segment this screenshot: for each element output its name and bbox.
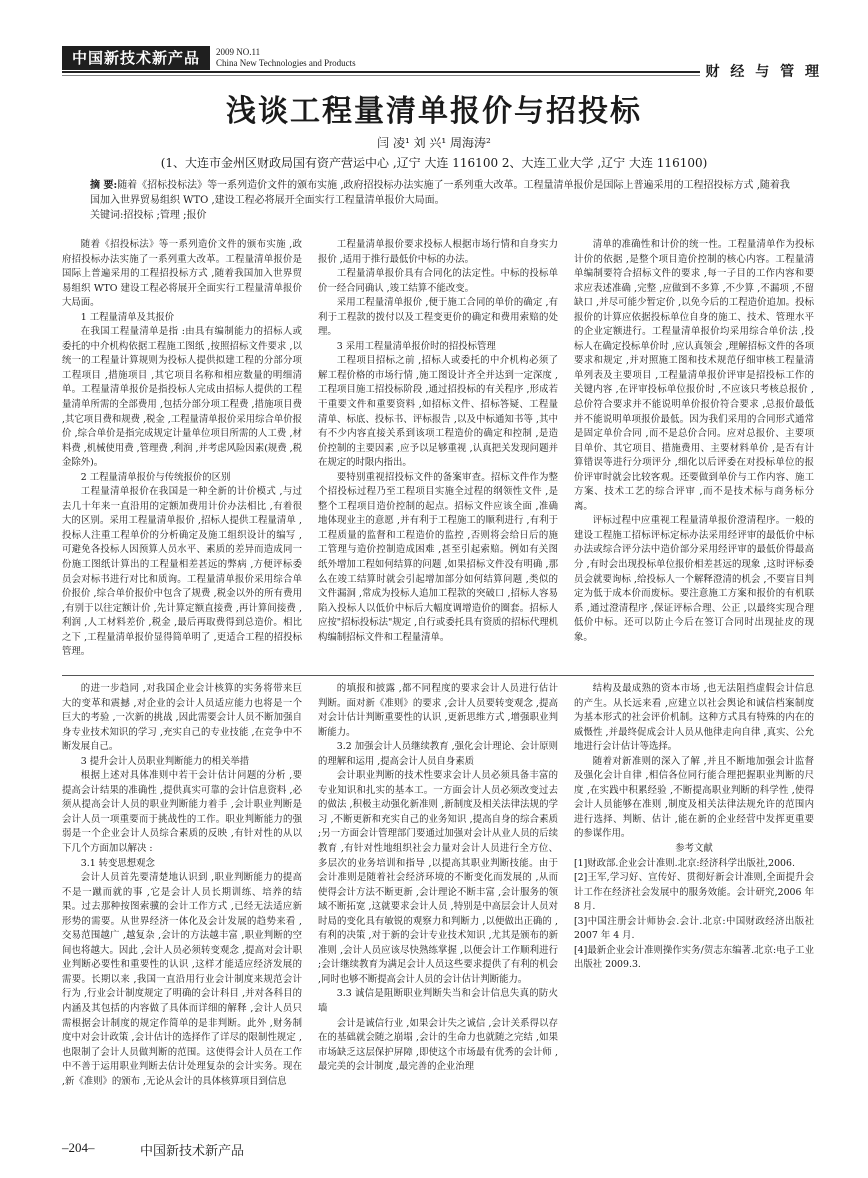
section-heading: 3.2 加强会计人员继续教育 ,强化会计理论、会计原则的理解和运用 ,提高会计人员自身素质 [318,741,558,767]
section-heading: 2 工程量清单报价与传统报价的区别 [80,471,231,483]
article-authors: 闫 凌¹ 刘 兴¹ 周海涛² [377,136,491,150]
paragraph: 工程量清单报价在我国是一种全新的计价模式 ,与过去几十年来一直沿用的定额加费用计价办法相比 ,有着很大的区别。采用工程量清单报价 ,招标人提供工程量清单 ,投标人注重工程单价的分析确定及施工组织设计的编写 ,可避免各投标人因预算人员水平、素质的差异而造成同一份施工图纸计算出的工程量相差甚远的弊病 ,方便评标委员会对标书进行对比和质询。工程量清单报价采用综合单价报价 ,综合单价报价中包含了规费 ,税金以外的所有费用 ,有别于以往定额计价 ,先计算定额直接费 ,再计算间接费 ,利润 ,人工材料差价 ,税金 ,最后再取费得到总造价。相比之下 ,工程量清单报价显得简单明了 ,更适合工程的招投标管理。 [62,486,302,658]
page-header [62,46,822,86]
section-name: 财 经 与 管 理 [700,61,823,81]
paragraph: 根据上述对具体准则中若干会计估计问题的分析 ,要提高会计结果的准确性 ,提供真实可靠的会计信息资料 ,必须从提高会计人员的职业判断能力着手 ,会计职业判断是会计人员一项重要而于挑战性的工作。职业判断能力的强弱是一个企业会计人员综合素质的反映 ,有针对性的从以下几个方面加以解决 : [62,770,302,855]
paragraph: 结构及最成熟的资本市场 ,也无法阻挡虚假会计信息的产生。从长远来看 ,应建立以社会舆论和诚信档案制度为基本形式的社会评价机制。这种方式具有特殊的内在的威慑性 ,并最终促成会计人员从他律走向自律 ,真实、公允地进行会计估计等选择。 [574,683,814,753]
author-affiliation: (1、大连市金州区财政局国有资产营运中心 ,辽宁 大连 116100 2、大连工业大学 ,辽宁 大连 116100) [160,156,708,170]
journal-english-name: China New Technologies and Products [216,58,356,68]
abstract [90,178,790,208]
paragraph: 会计职业判断的技术性要求会计人员必须具备丰富的专业知识和扎实的基本工。一方面会计人员必须改变过去的做法 ,积极主动强化新准则 ,新制度及相关法律法规的学习 ,不断更新和充实自己的业务知识 ,提高自身的综合素质 ;另一方面会计管理部门要通过加强对会计从业人员的后续教育 ,有针对性地组织社会力量对会计人员进行全方位、多层次的业务培训和指导 ,以提高其职业判断技能。由于会计准则是随着社会经济环境的不断变化而发展的 ,从而使得会计方法不断更新 ,会计理论不断丰富 ,会计服务的领域不断拓宽 ,这就要求会计人员 ,特别是中高层会计人员对时局的变化具有敏锐的观察力和判断力 ,以便做出正确的 ,有利的决策 ,对于新的会计专业技术知识 ,尤其是颁布的新准则 ,会计人员应该尽快熟练掌握 ,以便会计工作顺利进行 ;会计继续教育为满足会计人员这些要求提供了有利的机会 ,同时也够不断提高会计人员的会计估计判断能力。 [318,770,558,985]
reference-item: [4]最新企业会计准则操作实务/贺志东编著.北京:电子工业出版社 2009.3. [574,944,814,971]
paragraph: 清单的准确性和计价的统一性。工程量清单作为投标计价的依据 ,是整个项目造价控制的核心内容。工程量清单编制要符合招标文件的要求 ,每一子目的工作内容和要求应表述准确 ,完整 ,应做到不多算 ,不少算 ,不漏项 ,不留缺口 ,并尽可能少暂定价 ,以免今后的工程造价追加。投标报价的计算应依据投标单位自身的施工、技术、管理水平的企业定额进行。工程量清单报价均采用综合单价法 ,投标人在确定投标单价时 ,应认真领会 ,理解招标文件的各项要求和规定 ,并对照施工图和技术规范仔细审核工程量清单列表及主要项目 ,工程量清单报价评审是招投标工作的关键内容 ,在评审投标单位报价时 ,不应该只考核总报价 ,总价符合要求并不能说明单价报价符合要求 ,总报价最低并不能说明单项报价最低。因为我们采用的合同形式通常是固定单价合同 ,而不是总价合同。应对总报价、主要项目单价、其它项目、措施费用、主要材料单价 ,是否有计算错误等进行分项评分 ,细化以后评委在对投标单位的报价评审时就会比较客观。还要做到单价与工作内容、施工方案、技术工艺的综合评审 ,而不是技术标与商务标分离。 [574,239,814,512]
paragraph: 在我国工程量清单是指 :由具有编制能力的招标人或委托的中介机构依据工程施工图纸 ,按照招标文件要求 ,以统一的工程量计算规则为投标人提供拟建工程的分部分项工程项目 ,措施项目 ,其它项目名称和相应数量的明细清单。工程量清单报价是指投标人完成由招标人提供的工程量清单所需的全部费用 ,包括分部分项工程费 ,措施项目费 ,其它项目费和规费 ,税金 ,工程量清单报价采用综合单价报价 ,综合单价是指完成规定计量单位项目所需的人工费 ,材料费 ,机械使用费 ,管理费 ,利润 ,并考虑风险因素(规费 ,税金除外)。 [62,326,302,469]
reference-item: [1]财政部.企业会计准则.北京:经济科学出版社,2006. [574,857,795,869]
paragraph: 会计是诚信行业 ,如果会计失之诚信 ,会计关系得以存在的基础就会随之崩塌 ,会计的生命力也就随之完结 ,如果市场缺乏这层保护屏障 ,即使这个市场最有优秀的会计师 ,最完美的会计制度 ,最完善的企业治理 [318,1017,558,1073]
keywords [90,209,790,223]
page-number: –204– [62,1140,95,1155]
top-column-2 [318,238,558,670]
section-heading: 3 提升会计人员职业判断能力的相关举措 [80,755,250,767]
paragraph: 会计人员首先要清楚地认识到 ,职业判断能力的提高不是一蹴而就的事 ,它是会计人员长期训练、培养的结果。过去那种按图索骥的会计工作方式 ,已经无法适应新形势的需要。从世界经济一体化及会计发展的趋势来看 ,交易范围越广 ,越复杂 ,会计的方法越丰富 ,职业判断的空间也将越大。因此 ,会计人员必须转变观念 ,提高对会计职业判断必要性和重要性的认识 ,这样才能适应经济发展的需要。长期以来 ,我国一直沿用行业会计制度来规范会计行为 ,行业会计制度规定了明确的会计科目 ,并对各科目的内涵及其包括的内容做了具体而详细的解释 ,会计人员只需根据会计制度的规定作简单的是非判断。此外 ,财务制度中对会计政策 ,会计估计的选择作了详尽的限制性规定 ,也限制了会计人员做判断的范围。这使得会计人员在工作中不善于运用职业判断去估计处理复杂的会计实务。现在 ,新《准则》的颁布 ,无论从会计的具体核算项目到信息 [62,872,302,1087]
issue-info [216,47,356,69]
section-divider [62,675,814,676]
bottom-column-2 [318,682,558,1130]
paragraph: 随着《招投标法》等一系列造价文件的颁布实施 ,政府招投标办法实施了一系列重大改革。工程量清单报价是国际上普遍采用的工程招投标方式 ,随着我国加入世界贸易组织 WTO 建设工程必将展开全面实行工程量清单报价大局面。 [62,239,302,309]
section-heading: 1 工程量清单及其报价 [80,311,175,323]
references-heading: 参考文献 [675,843,713,855]
paragraph: 的进一步趋同 ,对我国企业会计核算的实务将带来巨大的变革和震撼 ,对企业的会计人员适应能力也将是一个巨大的考验 ,一次新的挑战 ,因此需要会计人员不断加强自身专业技术知识的学习 ,充实自己的专业技能 ,在竞争中不断发展自己。 [62,683,302,753]
reference-item: [3]中国注册会计师协会.会计.北京:中国财政经济出版社 2007 年 4 月. [574,915,814,942]
article-title: 浅谈工程量清单报价与招投标 [226,94,642,129]
bottom-column-1 [62,682,302,1130]
top-column-3 [574,238,814,670]
paragraph: 的填报和披露 ,都不同程度的要求会计人员进行估计判断。面对新《准则》的要求 ,会计人员要转变观念 ,提高对会计估计判断重要性的认识 ,更新思维方式 ,增强职业判断能力。 [318,683,558,738]
reference-item: [2]王军,学习好、宣传好、贯彻好新会计准则,全面提升会计工作在经济社会发展中的服务效能。会计研究,2006 年 8 月. [574,872,814,913]
section-heading: 3.3 诚信是阻断职业判断失当和会计信息失真的防火墙 [318,988,558,1015]
bottom-column-3 [574,682,814,1130]
top-column-1 [62,238,302,670]
issue-number: 2009 NO.11 [216,47,261,57]
footer-journal-name: 中国新技术新产品 [140,1144,245,1159]
paragraph: 采用工程量清单报价 ,便于施工合同的单价的确定 ,有利于工程款的拨付以及工程变更价的确定和费用索赔的处理。 [318,297,558,338]
section-heading: 3.1 转变思想观念 [80,857,155,869]
paragraph: 工程量清单报价具有合同化的法定性。中标的投标单价一经合同确认 ,竣工结算不能改变。 [318,268,558,294]
journal-brand: 中国新技术新产品 [62,46,210,70]
paragraph: 随着对新准则的深入了解 ,并且不断地加强会计监督及强化会计自律 ,相信各位同行能合理把握职业判断的尺度 ,在实践中积累经验 ,不断提高职业判断的科学性 ,使得会计人员能够在准则 ,制度及相关法律法规允许的范围内进行选择、判断、估计 ,能在新的企业经营中发挥更重要的参谋作用。 [574,755,814,840]
paragraph: 工程量清单报价要求投标人根据市场行情和自身实力报价 ,适用于推行最低价中标的办法。 [318,239,558,265]
paragraph: 评标过程中应重视工程量清单报价澄清程序。一般的建设工程施工招标评标定标办法采用经评审的最低价中标办法或综合评分法中造价部分采用经评审的最低价得最高分 ,有时会出现投标单位报价相差甚远的现象 ,这时评标委员会就要询标 ,给投标人一个解释澄清的机会 ,不要盲目判定为低于成本价而废标。要注意施工方案和报价的有机联系 ,通过澄清程序 ,保证评标合理、公正 ,以最终实现合理低价中标。还可以防止今后在签订合同时出现扯皮的现象。 [574,515,814,643]
abstract-label: 摘 要: [90,180,118,191]
keywords-label: 关键词: [90,210,124,221]
abstract-text: 随着《招标投标法》等一系列造价文件的颁布实施 ,政府招投标办法实施了一系列重大改革。工程量清单报价是国际上普遍采用的工程招投标方式 ,随着我国加入世界贸易组织 WTO ,建设工程必将展开全面实行工程量清单报价大局面。 [90,180,790,206]
keywords-text: 招投标 ;管理 ;报价 [123,210,207,221]
paragraph: 要特别重视招投标文件的备案审查。招标文件作为整个招投标过程乃至工程项目实施全过程的纲领性文件 ,是整个工程项目造价控制的起点。招标文件应该全面 ,准确地体现业主的意愿 ,并有利于工程施工的顺利进行 ,有利于工程质量的监督和工程造价的监控 ,否则将会给日后的施工管理与造价控制造成困难 ,甚至引起索赔。例如有关图纸外增加工程如何结算的问题 ,如果招标文件没有明确 ,那么在竣工结算时就会引起增加部分如何结算问题 ,类似的文件漏洞 ,常成为投标人追加工程款的突破口 ,招标人容易陷入投标人以低价中标后大幅度调增造价的圈套。招标人应按"招标投标法"规定 ,自行或委托具有资质的招标代理机构编制招标文件和工程量清单。 [318,471,558,643]
paragraph: 工程项目招标之前 ,招标人或委托的中介机构必须了解工程价格的市场行情 ,施工图设计齐全并达到一定深度 ,工程项目施工招投标阶段 ,通过招投标的有关程序 ,形成若干重要文件和重要资料 ,如招标文件、招标答疑、工程量清单、标底、投标书、评标报告 ,以及中标通知书等 ,其中有不少内容直接关系到该项工程造价的确定和控制 ,是造价控制的主要因素 ,应予以足够重视 ,认真把关发现问题并在规定的时限内指出。 [318,355,558,469]
section-heading: 3 采用工程量清单报价时的招投标管理 [336,340,496,352]
